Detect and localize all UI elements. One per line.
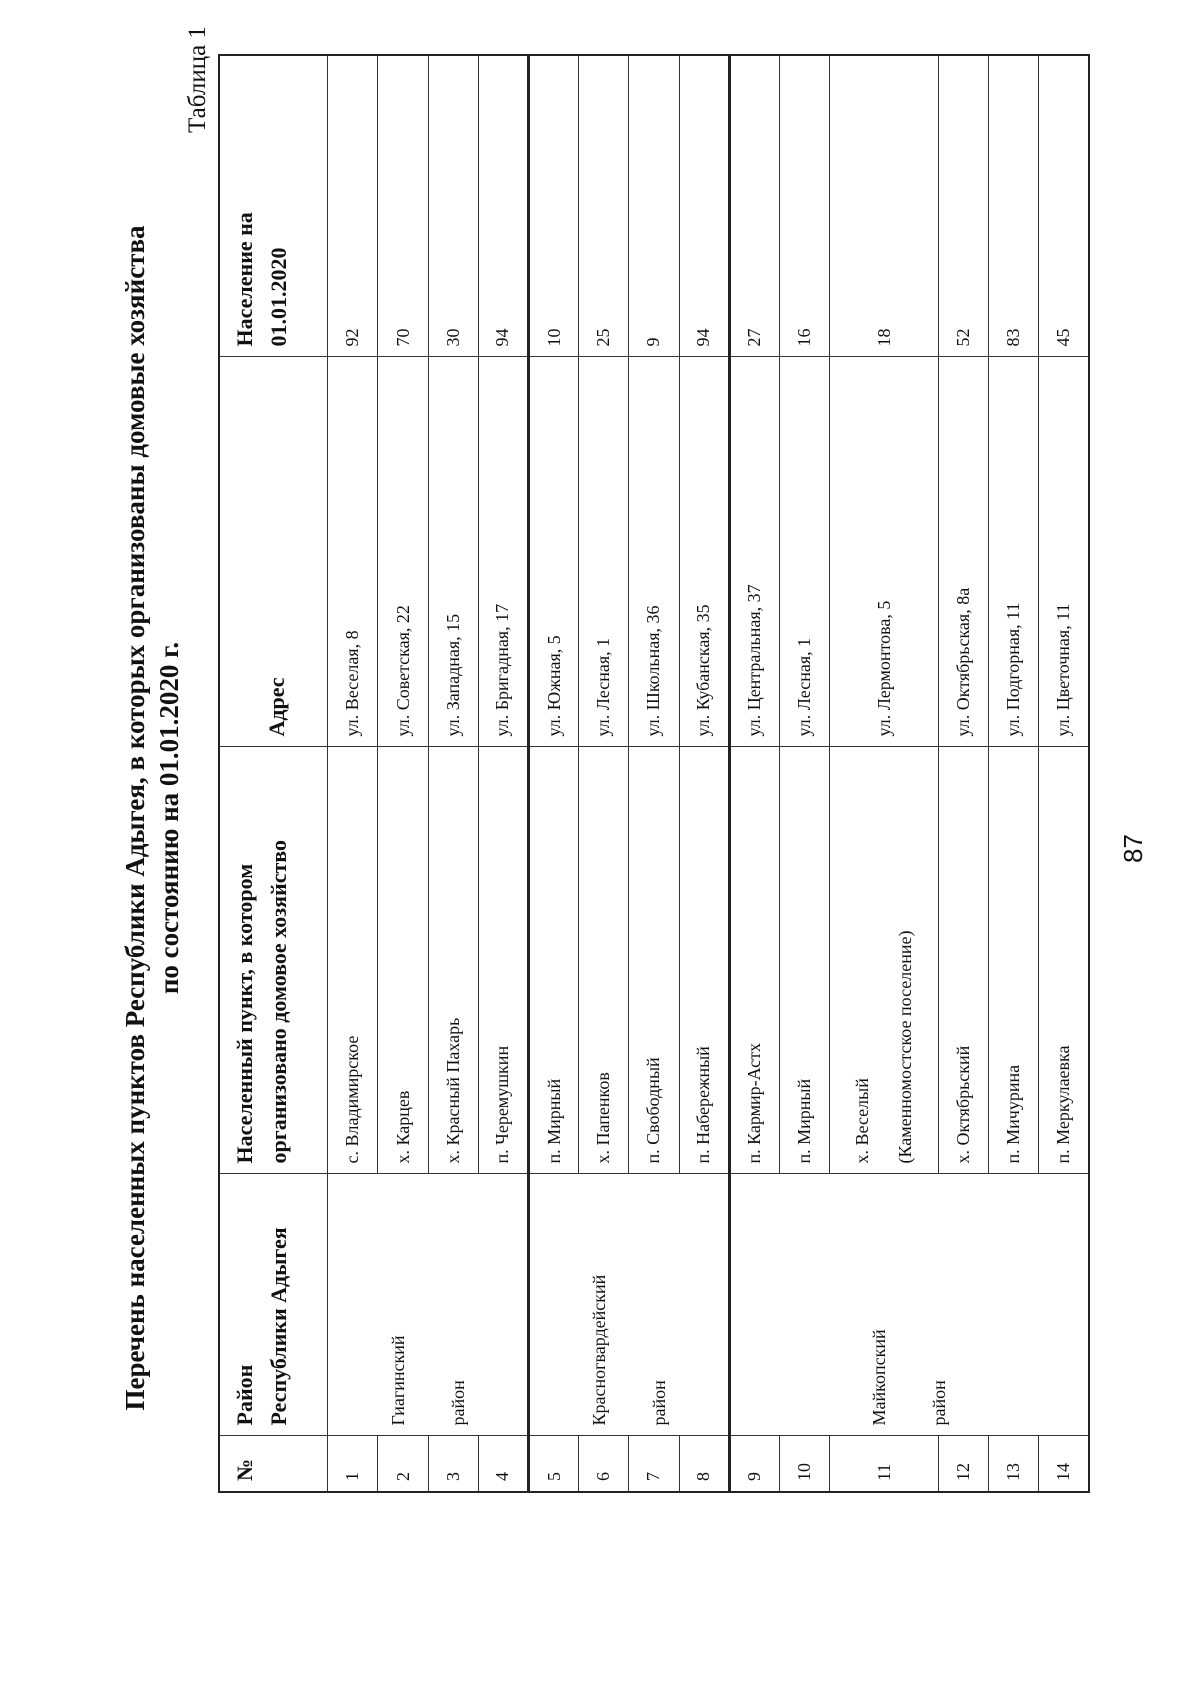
row-address: ул. Лесная, 1 <box>579 357 629 747</box>
row-population: 94 <box>679 55 729 357</box>
header-population-line-1: Население на <box>232 212 257 347</box>
row-population: 83 <box>989 55 1039 357</box>
district-name: Гиагинский <box>387 1335 408 1426</box>
row-address: ул. Школьная, 36 <box>629 357 679 747</box>
row-num: 9 <box>729 1436 779 1492</box>
row-address: ул. Подгорная, 11 <box>989 357 1039 747</box>
row-num: 6 <box>579 1436 629 1492</box>
header-population-line-2: 01.01.2020 <box>266 247 291 347</box>
row-settlement: х. Карцев <box>378 747 428 1174</box>
row-settlement: п. Свободный <box>629 747 679 1174</box>
row-num: 13 <box>989 1436 1039 1492</box>
row-population: 16 <box>779 55 829 357</box>
district-suffix: район <box>648 1380 669 1426</box>
district-suffix: район <box>929 1380 950 1426</box>
row-settlement: х. Октябрьский <box>938 747 988 1174</box>
row-settlement: х. Папенков <box>579 747 629 1174</box>
table-row <box>729 55 779 1492</box>
row-settlement: с. Владимирское <box>328 747 378 1174</box>
row-settlement: п. Набережный <box>679 747 729 1174</box>
row-num: 12 <box>938 1436 988 1492</box>
row-population: 30 <box>428 55 478 357</box>
row-population: 9 <box>629 55 679 357</box>
district-cell <box>729 1174 1089 1436</box>
row-address: ул. Бригадная, 17 <box>478 357 528 747</box>
document-title <box>118 83 186 1553</box>
row-population: 94 <box>478 55 528 357</box>
district-suffix: район <box>447 1380 468 1426</box>
row-num: 11 <box>830 1436 939 1492</box>
row-settlement <box>830 747 939 1174</box>
row-settlement: п. Кармир-Астх <box>729 747 779 1174</box>
page-number: 87 <box>1118 834 1148 863</box>
row-num: 3 <box>428 1436 478 1492</box>
row-settlement: п. Меркулаевка <box>1039 747 1089 1174</box>
table-row <box>529 55 579 1492</box>
header-address: Адрес <box>219 357 328 747</box>
settlements-table <box>218 54 1090 1493</box>
table-header-row <box>219 55 328 1492</box>
header-settlement-line-1: Населенный пункт, в котором <box>232 863 257 1164</box>
header-settlement <box>219 747 328 1174</box>
row-address: ул. Октябрьская, 8а <box>938 357 988 747</box>
district-name: Красногвардейский <box>588 1274 609 1426</box>
row-address: ул. Западная, 15 <box>428 357 478 747</box>
row-num: 14 <box>1039 1436 1089 1492</box>
row-address: ул. Южная, 5 <box>529 357 579 747</box>
row-address: ул. Советская, 22 <box>378 357 428 747</box>
row-address: ул. Цветочная, 11 <box>1039 357 1089 747</box>
row-num: 4 <box>478 1436 528 1492</box>
header-district-line-2: Республики Адыгея <box>266 1227 291 1426</box>
row-population: 52 <box>938 55 988 357</box>
table-caption: Таблица 1 <box>184 26 211 133</box>
row-population: 45 <box>1039 55 1089 357</box>
row-address: ул. Лесная, 1 <box>779 357 829 747</box>
row-population: 10 <box>529 55 579 357</box>
row-settlement-name: х. Веселый <box>852 1078 872 1164</box>
row-population: 18 <box>830 55 939 357</box>
row-address: ул. Веселая, 8 <box>328 357 378 747</box>
row-address: ул. Центральная, 37 <box>729 357 779 747</box>
row-population: 25 <box>579 55 629 357</box>
row-num: 10 <box>779 1436 829 1492</box>
header-population <box>219 55 328 357</box>
row-settlement-note: (Каменномостское поселение) <box>895 930 915 1164</box>
title-line-2: по состоянию на 01.01.2020 г. <box>154 641 184 995</box>
row-num: 2 <box>378 1436 428 1492</box>
row-num: 1 <box>328 1436 378 1492</box>
district-name: Майкопский <box>869 1329 890 1426</box>
row-settlement: п. Мирный <box>529 747 579 1174</box>
row-num: 8 <box>679 1436 729 1492</box>
row-num: 5 <box>529 1436 579 1492</box>
row-population: 92 <box>328 55 378 357</box>
header-num: № <box>219 1436 328 1492</box>
header-district <box>219 1174 328 1436</box>
row-num: 7 <box>629 1436 679 1492</box>
row-population: 27 <box>729 55 779 357</box>
row-settlement: п. Черемушкин <box>478 747 528 1174</box>
district-cell <box>328 1174 529 1436</box>
row-settlement: п. Мичурина <box>989 747 1039 1174</box>
row-settlement: х. Красный Пахарь <box>428 747 478 1174</box>
row-address: ул. Кубанская, 35 <box>679 357 729 747</box>
district-cell <box>529 1174 730 1436</box>
table-row <box>328 55 378 1492</box>
row-settlement: п. Мирный <box>779 747 829 1174</box>
row-population: 70 <box>378 55 428 357</box>
row-address: ул. Лермонтова, 5 <box>830 357 939 747</box>
title-line-1: Перечень населенных пунктов Республики Адыгея, в которых организованы домовые хозяйства <box>120 225 150 1411</box>
header-settlement-line-2: организовано домовое хозяйство <box>266 839 291 1164</box>
header-district-line-1: Район <box>232 1364 257 1426</box>
